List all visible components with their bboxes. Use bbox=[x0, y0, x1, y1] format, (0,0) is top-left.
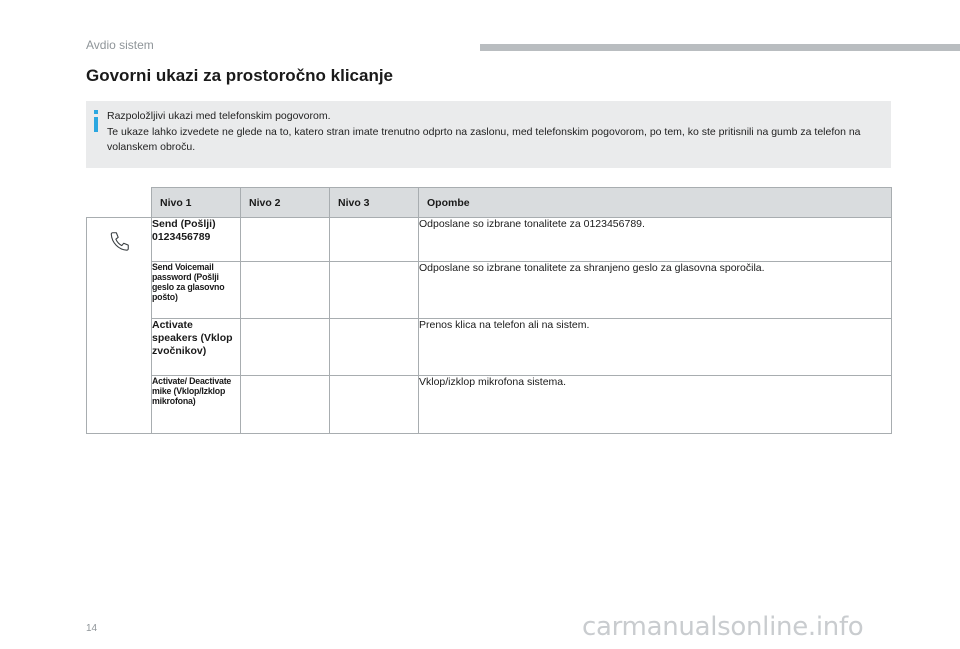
row4-level2 bbox=[241, 376, 330, 434]
table-header-notes: Opombe bbox=[419, 188, 892, 218]
page-title: Govorni ukazi za prostoročno klicanje bbox=[86, 66, 394, 85]
header-bar bbox=[480, 44, 960, 51]
table-row bbox=[87, 218, 892, 262]
table-row bbox=[87, 376, 892, 434]
table-header-level1: Nivo 1 bbox=[152, 188, 241, 218]
row2-level1: Send Voicemail password (Pošlji geslo za glasovno pošto) bbox=[152, 262, 241, 319]
row3-level2 bbox=[241, 319, 330, 376]
row2-level3 bbox=[330, 262, 419, 319]
row3-level3 bbox=[330, 319, 419, 376]
info-box bbox=[86, 101, 891, 168]
row1-level1: Send (Pošlji) 0123456789 bbox=[152, 218, 241, 262]
table-row bbox=[87, 262, 892, 319]
section-label: Avdio sistem bbox=[86, 38, 154, 52]
row1-note: Odposlane so izbrane tonalitete za 0123456789. bbox=[419, 218, 892, 262]
commands-table bbox=[86, 187, 892, 434]
row2-level2 bbox=[241, 262, 330, 319]
info-line-1: Razpoložljivi ukazi med telefonskim pogovorom. bbox=[107, 110, 331, 122]
row1-level3 bbox=[330, 218, 419, 262]
phone-icon-cell bbox=[87, 218, 152, 434]
table-row bbox=[87, 319, 892, 376]
info-icon bbox=[92, 110, 102, 132]
row4-level3 bbox=[330, 376, 419, 434]
row3-note: Prenos klica na telefon ali na sistem. bbox=[419, 319, 892, 376]
table-header-blank bbox=[87, 188, 152, 218]
page-number: 14 bbox=[86, 623, 98, 634]
info-line-2: Te ukaze lahko izvedete ne glede na to, katero stran imate trenutno odprto na zaslonu, med telefonskim pogovorom, po tem, ko ste pritisnili na gumb za telefon na volanskem obroču. bbox=[107, 125, 861, 153]
phone-icon bbox=[109, 230, 131, 252]
row3-level1: Activate speakers (Vklop zvočnikov) bbox=[152, 319, 241, 376]
row4-note: Vklop/izklop mikrofona sistema. bbox=[419, 376, 892, 434]
table-header-row bbox=[87, 188, 892, 218]
row1-level2 bbox=[241, 218, 330, 262]
info-text bbox=[107, 109, 882, 156]
row2-note: Odposlane so izbrane tonalitete za shranjeno geslo za glasovna sporočila. bbox=[419, 262, 892, 319]
row4-level1: Activate/ Deactivate mike (Vklop/Izklop mikrofona) bbox=[152, 376, 241, 434]
table-header-level3: Nivo 3 bbox=[330, 188, 419, 218]
watermark: carmanualsonline.info bbox=[582, 612, 864, 642]
table-header-level2: Nivo 2 bbox=[241, 188, 330, 218]
